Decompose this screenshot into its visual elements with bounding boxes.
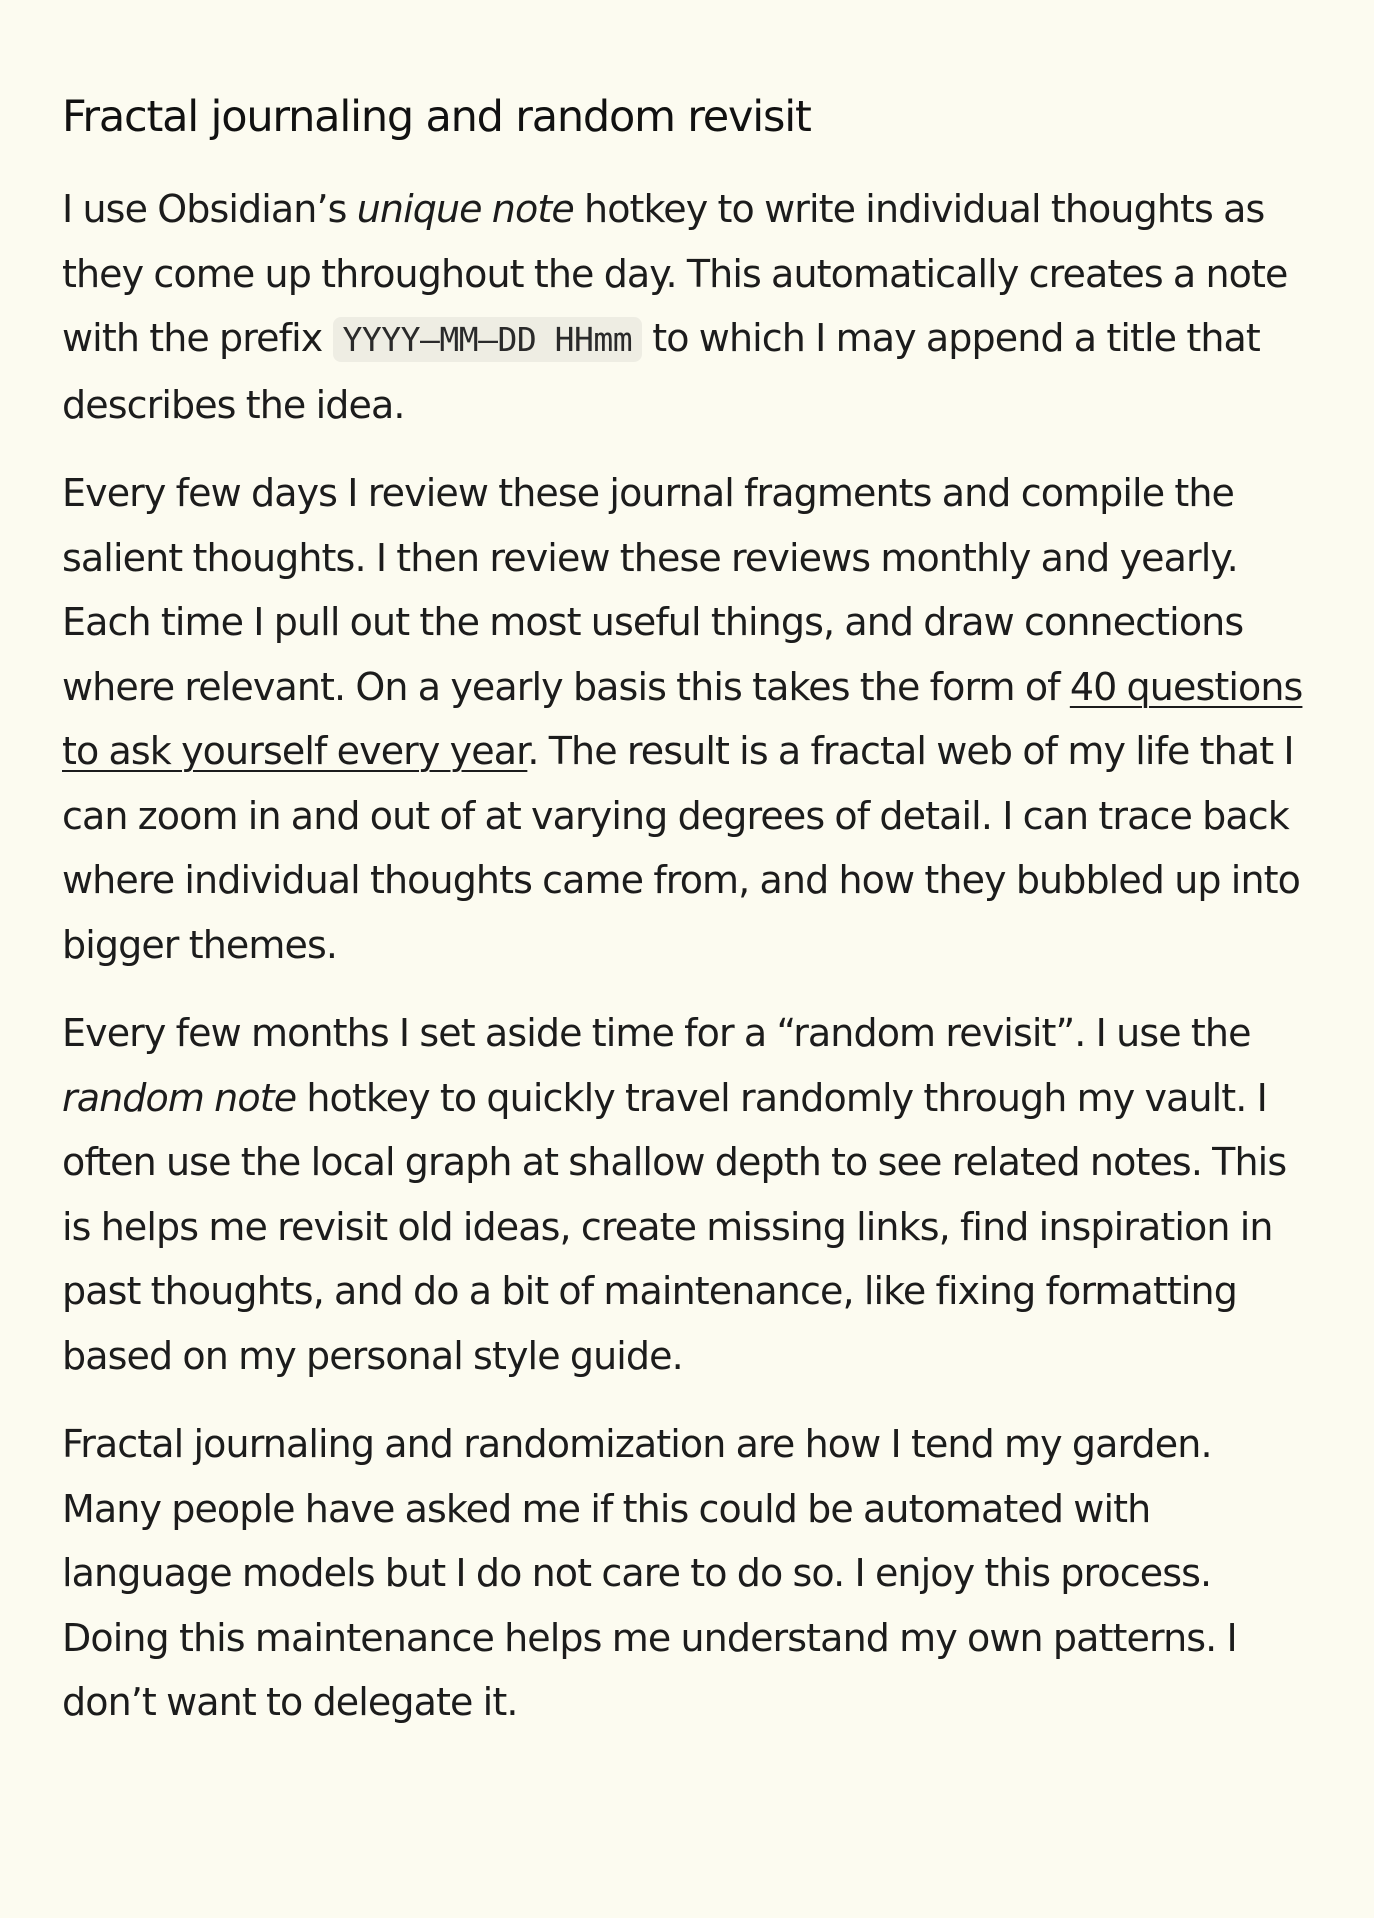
emphasis-random-note: random note <box>62 1075 297 1120</box>
paragraph-review <box>62 461 1312 977</box>
paragraph-text: to which I may append a title that describes the idea. <box>62 316 1260 427</box>
paragraph-random-revisit <box>62 1001 1312 1388</box>
paragraph-text: hotkey to quickly travel randomly through my vault. I often use the local graph at shallow depth to see related notes. This is helps me revisit old ideas, create missing links, find inspiration in past thoughts, and do a bit of maintenance, like fixing formatting based on my personal style guide. <box>62 1075 1287 1378</box>
link-40-questions[interactable]: 40 questions to ask yourself every year <box>62 664 1303 773</box>
paragraph-text: Every few days I review these journal fragments and compile the salient thoughts. I then review these reviews monthly and yearly. Each time I pull out the most useful things, and draw connections where relevant. On a yearly basis this takes the form of <box>62 471 1244 709</box>
paragraph-text: Fractal journaling and randomization are how I tend my garden. Many people have asked me if this could be automated with language models but I do not care to do so. I enjoy this process. Doing this maintenance helps me understand my own patterns. I don’t want to delegate it. <box>62 1422 1237 1724</box>
paragraph-text: Every few months I set aside time for a “random revisit”. I use the <box>62 1011 1251 1055</box>
section-heading: Fractal journaling and random revisit <box>62 92 811 142</box>
paragraph-text: I use Obsidian’s <box>62 187 357 231</box>
paragraph-text: hotkey to write individual thoughts as they come up throughout the day. This automatically creates a note with the prefix <box>62 187 1288 360</box>
emphasis-unique-note: unique note <box>356 187 574 231</box>
paragraph-garden <box>62 1412 1312 1735</box>
paragraph-text: . The result is a fractal web of my life that I can zoom in and out of at varying degrees of detail. I can trace back where individual thoughts came from, and how they bubbled up into bigger themes. <box>62 729 1300 967</box>
paragraph-unique-note <box>62 177 1312 437</box>
inline-code-date-prefix: YYYY–MM–DD HHmm <box>333 317 643 362</box>
